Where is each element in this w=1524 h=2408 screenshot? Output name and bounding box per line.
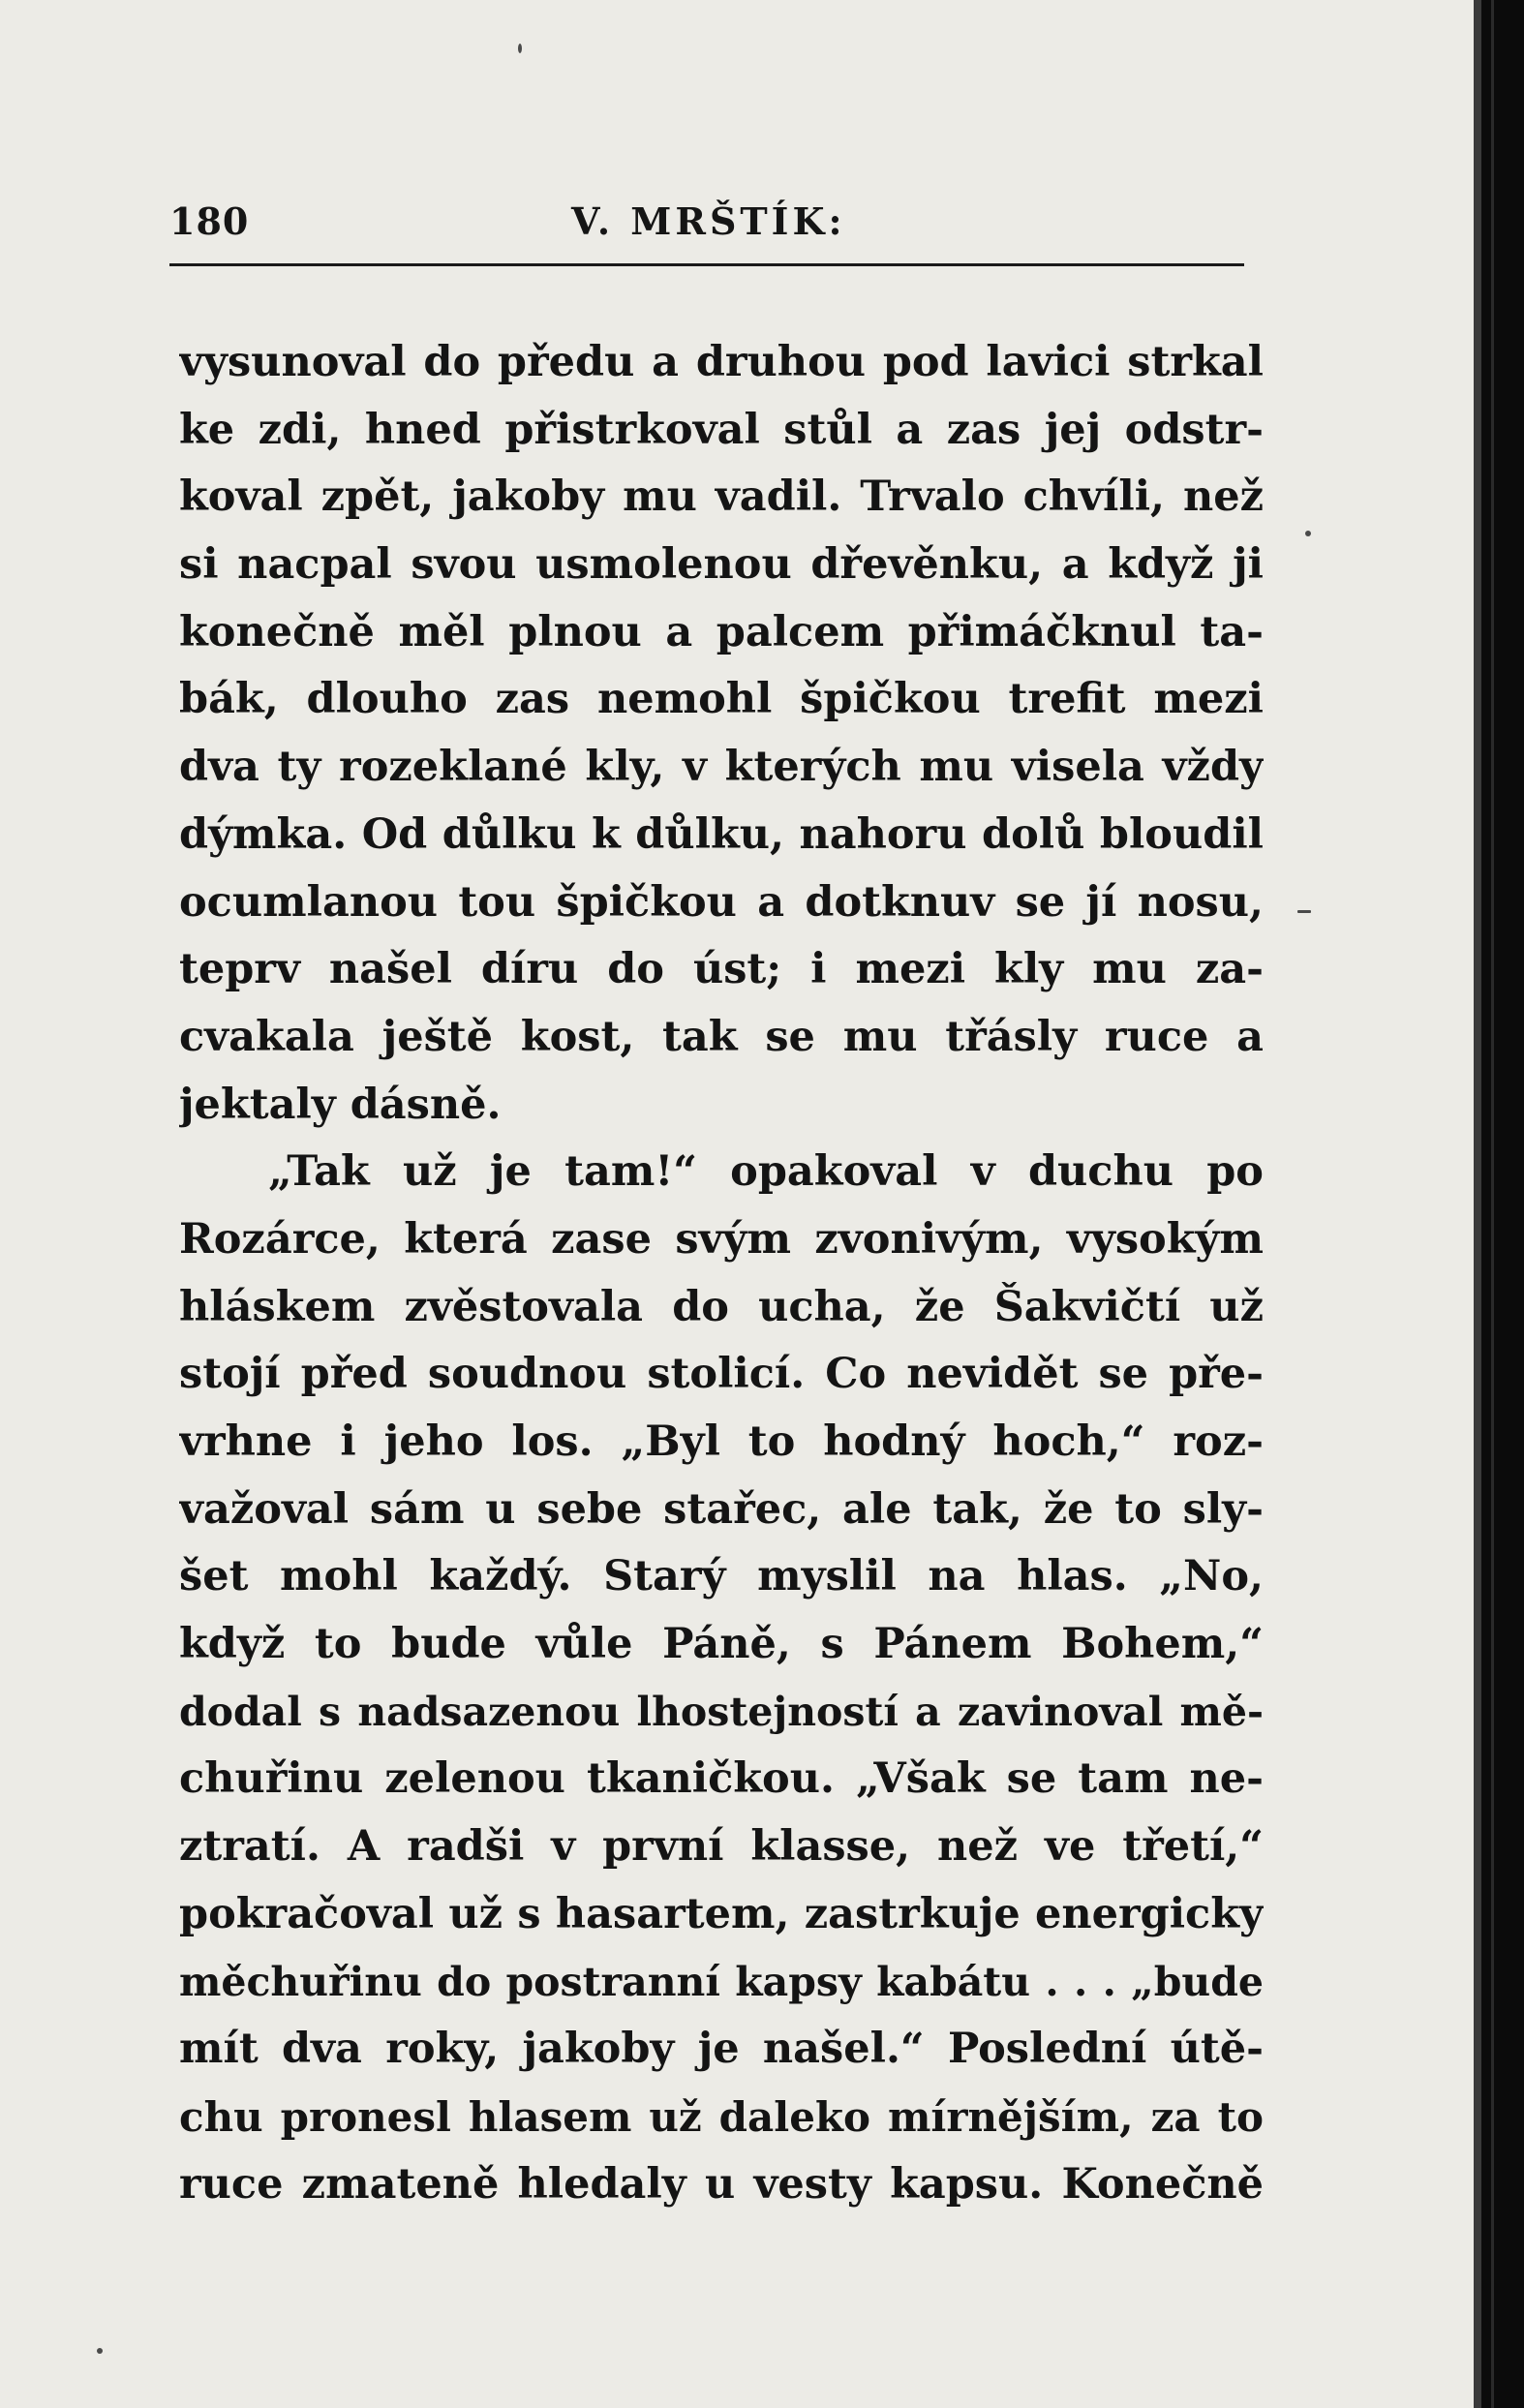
running-head: V. MRŠTÍK: — [571, 199, 846, 243]
text-line: teprv našel díru do úst; i mezi kly mu za- — [179, 945, 1264, 994]
text-line: vysunoval do předu a druhou pod lavici strkal — [179, 338, 1264, 386]
text-line: konečně měl plnou a palcem přimáčknul ta- — [179, 607, 1264, 656]
page-header — [169, 192, 1244, 250]
paper-speck — [97, 2348, 103, 2354]
text-line: si nacpal svou usmolenou dřevěnku, a když ji — [179, 540, 1264, 590]
header-rule — [169, 263, 1244, 266]
text-line: hláskem zvěstovala do ucha, že Šakvičtí už — [179, 1282, 1264, 1331]
page-edge — [1481, 0, 1524, 2408]
text-line: dva ty rozeklané kly, v kterých mu visela vždy — [179, 743, 1264, 792]
paper-speck — [1297, 910, 1311, 913]
paper-speck — [518, 44, 522, 53]
text-line: šet mohl každý. Starý myslil na hlas. „No, — [179, 1552, 1264, 1601]
text-line: dýmka. Od důlku k důlku, nahoru dolů bloudil — [179, 809, 1264, 859]
text-line: chuřinu zelenou tkaničkou. „Však se tam ne- — [179, 1754, 1264, 1804]
text-line: Rozárce, která zase svým zvonivým, vysokým — [179, 1214, 1264, 1264]
text-line: mít dva roky, jakoby je našel.“ Poslední útě- — [179, 2025, 1264, 2074]
text-line: dodal s nadsazenou lhostejností a zavinoval mě- — [179, 1688, 1264, 1735]
text-line: ztratí. A radši v první klasse, než ve třetí,“ — [179, 1822, 1264, 1872]
text-line: stojí před soudnou stolicí. Co nevidět se pře- — [179, 1350, 1264, 1399]
paper-speck — [1305, 531, 1311, 536]
text-line: koval zpět, jakoby mu vadil. Trvalo chvíli, než — [179, 472, 1264, 522]
text-line: když to bude vůle Páně, s Pánem Bohem,“ — [179, 1620, 1264, 1669]
text-line: pokračoval už s hasartem, zastrkuje energicky — [179, 1889, 1264, 1938]
page-number: 180 — [169, 199, 250, 243]
body-text — [179, 329, 1264, 2218]
text-line: važoval sám u sebe stařec, ale tak, že to sly- — [179, 1484, 1264, 1534]
text-line: „Tak už je tam!“ opakoval v duchu po — [268, 1147, 1264, 1197]
text-line: ruce zmateně hledaly u vesty kapsu. Konečně — [179, 2159, 1264, 2209]
text-line: ocumlanou tou špičkou a dotknuv se jí nosu, — [179, 877, 1264, 927]
text-line: měchuřinu do postranní kapsy kabátu . . . „bude — [179, 1958, 1264, 2005]
text-line: ke zdi, hned přistrkoval stůl a zas jej odstr- — [179, 405, 1264, 454]
text-line: cvakala ještě kost, tak se mu třásly ruce a — [179, 1012, 1264, 1061]
text-line: chu pronesl hlasem už daleko mírnějším, za to — [179, 2092, 1264, 2141]
text-line: bák, dlouho zas nemohl špičkou trefit mezi — [179, 675, 1264, 724]
text-line: vrhne i jeho los. „Byl to hodný hoch,“ roz- — [179, 1417, 1264, 1466]
text-line: jektaly dásně. — [179, 1080, 502, 1129]
